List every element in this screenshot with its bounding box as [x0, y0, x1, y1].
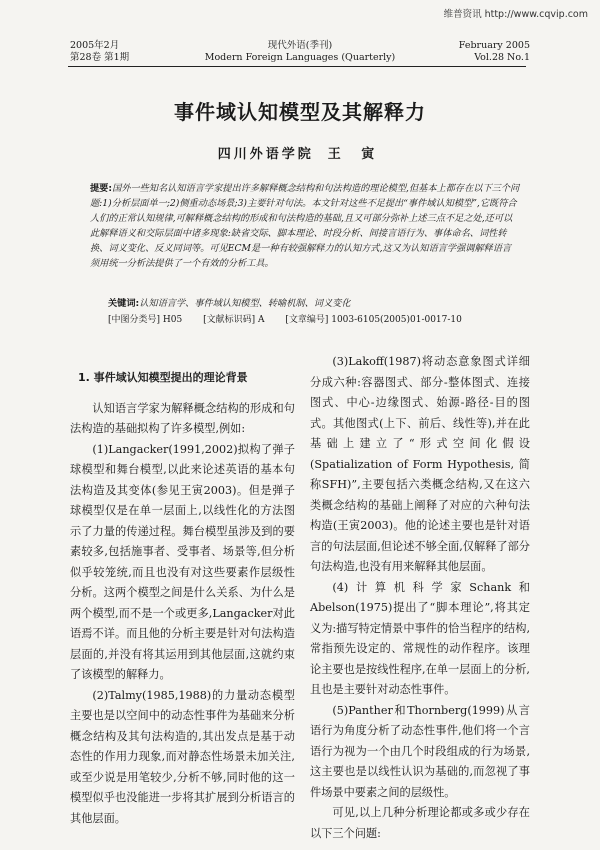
body-paragraph: (1)Langacker(1991,2002)拟构了弹子球模型和舞台模型,以此来论述英语的基本句法构造及其变体(参见王寅2003)。但是弹子球模型仅是在单一层面上,以线性化的方法图示了力量的传递过程。舞台模型虽涉及到的要素较多,包括施事者、受事者、场景等,但分析似乎较笼统,而且也没有对这些要素作层级性分析。这两个模型之间是什么关系、为什么是两个模型,而不是一个或更多,Langacker对此语焉不详。而且他的分析主要是针对句法构造层面的,并没有将其运用到其他层面,这就约束了该模型的解释力。 — [70, 442, 295, 681]
journal-date: 2005年2月 — [70, 40, 120, 51]
body-paragraph: 认知语言学家为解释概念结构的形成和句法构造的基础拟构了许多模型,例如: — [70, 401, 295, 435]
body-paragraph: 可见,以上几种分析理论都或多或少存在以下三个问题: — [310, 806, 530, 840]
section-heading: 1. 事件域认知模型提出的理论背景 — [78, 371, 248, 384]
keywords — [108, 297, 520, 311]
body-paragraph: (2)Talmy(1985,1988)的力量动态模型主要也是以空间中的动态性事件为基础来分析概念结构及其句法构造的,其出发点是基于动态性的作用力现象,而对静态性场景未加关注,或至少说是用笔较少,分析不够,同时他的这一模型似乎也没能进一步将其扩展到分析语言的其他层面。 — [70, 688, 295, 825]
body-paragraph: (5)Panther和Thornberg(1999)从言语行为角度分析了动态性事件,他们将一个言语行为视为一个由几个时段组成的行为场景,这主要也是以线性认识为基础的,而忽视了事件场景中要素之间的层级性。 — [310, 703, 530, 799]
author-name: 王 寅 — [327, 147, 383, 162]
author-affiliation: 四川外语学院 — [217, 147, 314, 162]
body-paragraph: (4)计算机科学家Schank和Abelson(1975)提出了“脚本理论”,将其定义为:描写特定情景中事件的恰当程序的结构,常指预先设定的、常规性的动作程序。该理论主要也是按线性程序,在单一层面上的分析,且也是主要针对动态性事件。 — [310, 580, 530, 696]
abstract — [90, 181, 520, 271]
header-rule — [68, 66, 526, 67]
article-number: [文章编号] 1003-6105(2005)01-0017-10 — [285, 315, 462, 325]
clc-number: [中图分类号] H05 — [108, 315, 183, 325]
journal-date-volume-english — [459, 40, 530, 64]
author-line — [0, 143, 600, 162]
left-column — [70, 368, 295, 829]
journal-date-english: February 2005 — [458, 40, 530, 51]
paper-title: 事件域认知模型及其解释力 — [174, 100, 426, 124]
watermark: 维普资讯 http://www.cqvip.com — [443, 9, 588, 20]
document-code: [文献标识码] A — [203, 315, 265, 325]
abstract-label: 提要: — [90, 183, 113, 194]
body-paragraph: (3)Lakoff(1987)将动态意象图式详细分成六种:容器图式、部分-整体图式、连接图式、中心-边缘图式、始源-路径-目的图式。其他图式(上下、前后、线性等),并在此基础上建立了“形式空间化假设(Spatialization of Form Hypothesis, 简称SFH)”,主要包括六类概念结构,又在这六类概念结构的基础上阐释了对应的六种句法构造(王寅2003)。他的论述主要也是针对语言的句法层面,但论述不够全面,仅解释了部分句法构造,也没有用来解释其他层面。 — [310, 355, 530, 573]
journal-name-chinese: 现代外语(季刊) — [267, 40, 333, 51]
right-column — [310, 352, 530, 844]
abstract-text: 国外一些知名认知语言学家提出许多解释概念结构和句法构造的理论模型,但基本上都存在以下三个问题:1)分析层面单一;2)侧重动态场景;3)主要针对句法。本文针对这些不足提出“事件域认知模型”,它既符合人们的正常认知规律,可解释概念结构的形成和句法构造的基础,且又可部分弥补上述三点不足之处,还可以此解释语义和交际层面中诸多现象:缺省交际、脚本理论、时段分析、间接言语行为、事体命名、词性转换、词义变化、反义同词等。可见ECM是一种有较强解释力的认知方式,这又为认知语言学强调解释语言须用统一分析法提供了一个有效的分析工具。 — [90, 183, 520, 269]
journal-volume: 第28卷 第1期 — [70, 52, 130, 63]
journal-name-english: Modern Foreign Languages (Quarterly) — [204, 52, 396, 63]
keywords-text: 认知语言学、事件域认知模型、转喻机制、词义变化 — [139, 298, 351, 309]
classification-line — [108, 313, 528, 327]
keywords-label: 关键词: — [108, 298, 140, 309]
journal-volume-english: Vol.28 No.1 — [474, 52, 530, 63]
